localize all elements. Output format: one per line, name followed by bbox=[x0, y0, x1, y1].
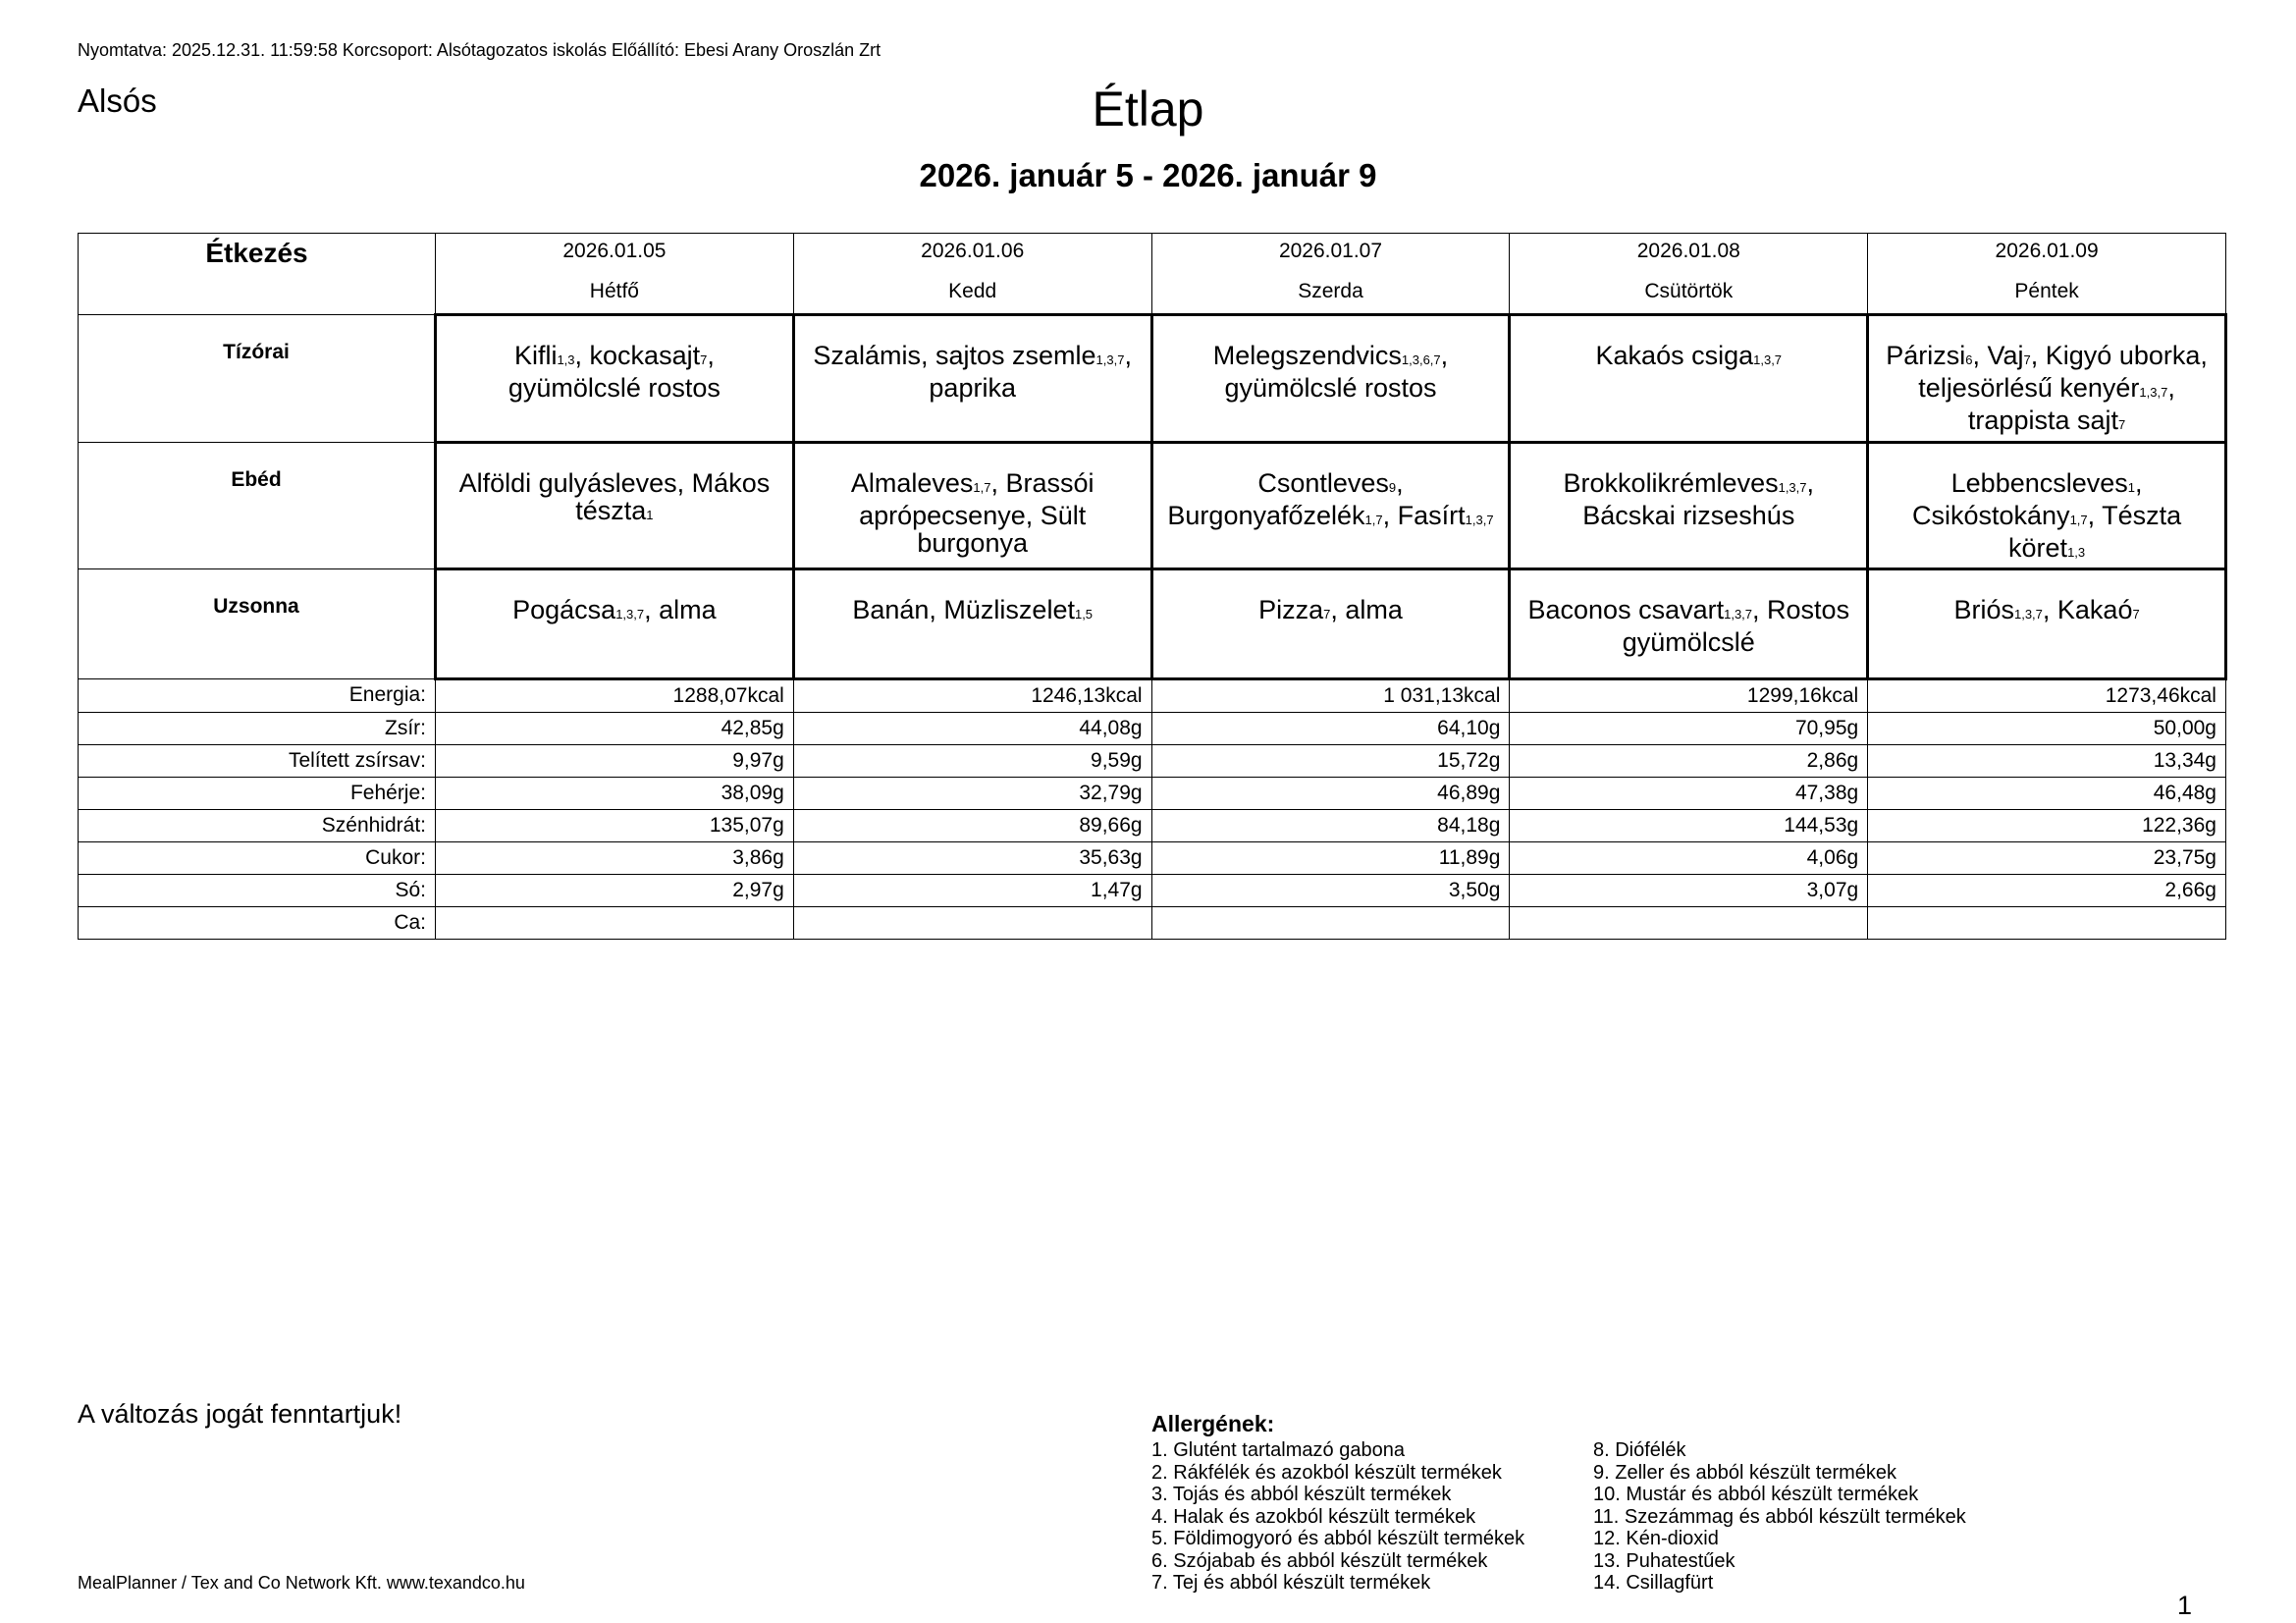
allergen-codes: 1,3,7 bbox=[615, 607, 645, 622]
nutrient-value: 46,48g bbox=[1868, 778, 2226, 810]
nutrient-value: 1273,46kcal bbox=[1868, 679, 2226, 713]
footer-credit: MealPlanner / Tex and Co Network Kft. www.texandco.hu bbox=[78, 1573, 525, 1593]
day-header-friday bbox=[1868, 234, 2226, 315]
nutrient-value bbox=[436, 907, 794, 940]
nutrient-value bbox=[793, 907, 1151, 940]
menu-cell bbox=[1510, 315, 1868, 443]
menu-cell bbox=[1868, 569, 2226, 679]
dish-text: , Bácskai rizseshús bbox=[1582, 468, 1815, 530]
dish-text: , Burgonyafőzelék bbox=[1167, 468, 1404, 530]
nutrient-label: Só: bbox=[79, 875, 436, 907]
allergen-legend bbox=[1151, 1411, 2231, 1595]
meal-label: Tízórai bbox=[79, 315, 436, 443]
dish-text: Kakaós csiga bbox=[1595, 341, 1754, 370]
nutrient-value: 50,00g bbox=[1868, 713, 2226, 745]
day-weekday: Péntek bbox=[2014, 280, 2079, 302]
nutrient-value: 38,09g bbox=[436, 778, 794, 810]
nutrient-value: 1288,07kcal bbox=[436, 679, 794, 713]
allergen-item: 10. Mustár és abból készült termékek bbox=[1593, 1484, 1919, 1505]
nutrient-value: 42,85g bbox=[436, 713, 794, 745]
meal-row-tizorai bbox=[79, 315, 2226, 443]
menu-table bbox=[78, 233, 2227, 940]
nutrition-row-carbohydrate bbox=[79, 810, 2226, 842]
nutrient-value: 3,86g bbox=[436, 842, 794, 875]
day-header-thursday bbox=[1510, 234, 1868, 315]
allergen-item: 13. Puhatestűek bbox=[1593, 1549, 1735, 1572]
nutrient-label: Zsír: bbox=[79, 713, 436, 745]
menu-cell bbox=[1151, 443, 1510, 569]
allergen-codes: 7 bbox=[2132, 607, 2140, 622]
dish-text: , Vaj bbox=[1972, 341, 2024, 370]
nutrient-value: 9,59g bbox=[793, 745, 1151, 778]
dish-text: Kifli bbox=[513, 341, 558, 370]
menu-cell bbox=[1151, 569, 1510, 679]
day-header-tuesday bbox=[793, 234, 1151, 315]
dish-text: , paprika bbox=[929, 341, 1132, 403]
allergen-codes: 1,5 bbox=[1074, 607, 1094, 622]
dish-text: Pizza bbox=[1258, 595, 1324, 624]
allergen-codes: 7 bbox=[2118, 417, 2126, 432]
dish-text: , Fasírt bbox=[1382, 501, 1466, 530]
nutrient-value: 3,50g bbox=[1151, 875, 1510, 907]
allergen-codes: 1,3,7 bbox=[1778, 480, 1807, 495]
dish-text: Alföldi gulyásleves, Mákos tészta bbox=[458, 468, 771, 525]
nutrient-value: 23,75g bbox=[1868, 842, 2226, 875]
nutrition-row-sugar bbox=[79, 842, 2226, 875]
nutrient-value: 2,86g bbox=[1510, 745, 1868, 778]
nutrient-value: 2,97g bbox=[436, 875, 794, 907]
dish-text: Baconos csavart bbox=[1527, 595, 1725, 624]
nutrient-value bbox=[1868, 907, 2226, 940]
nutrient-value: 122,36g bbox=[1868, 810, 2226, 842]
day-header-wednesday bbox=[1151, 234, 1510, 315]
nutrient-value: 89,66g bbox=[793, 810, 1151, 842]
allergen-codes: 7 bbox=[700, 352, 708, 367]
nutrient-value: 44,08g bbox=[793, 713, 1151, 745]
nutrient-label: Cukor: bbox=[79, 842, 436, 875]
menu-cell bbox=[793, 569, 1151, 679]
dish-text: , alma bbox=[1330, 595, 1403, 624]
nutrient-value: 64,10g bbox=[1151, 713, 1510, 745]
allergen-codes: 1,3,7 bbox=[1095, 352, 1125, 367]
meal-label: Uzsonna bbox=[79, 569, 436, 679]
day-date: 2026.01.06 bbox=[921, 240, 1025, 262]
allergen-item: 14. Csillagfürt bbox=[1593, 1572, 1714, 1594]
print-info-line: Nyomtatva: 2025.12.31. 11:59:58 Korcsoport: Alsótagozatos iskolás Előállító: Ebesi Arany Oroszlán Zrt bbox=[78, 40, 881, 60]
reserve-rights-note: A változás jogát fenntartjuk! bbox=[78, 1399, 402, 1429]
nutrient-value: 11,89g bbox=[1151, 842, 1510, 875]
meal-label: Ebéd bbox=[79, 443, 436, 569]
allergen-item: 6. Szójabab és abból készült termékek bbox=[1151, 1549, 1488, 1572]
menu-cell bbox=[1868, 443, 2226, 569]
dish-text: Briós bbox=[1953, 595, 2014, 624]
allergen-codes: 9 bbox=[1388, 480, 1397, 495]
allergen-codes: 1,3,7 bbox=[2139, 385, 2168, 400]
dish-text: , Rostos gyümölcslé bbox=[1622, 595, 1850, 657]
day-weekday: Csütörtök bbox=[1644, 280, 1734, 302]
dish-text: , gyümölcslé rostos bbox=[507, 341, 721, 403]
dish-text: , gyümölcslé rostos bbox=[1224, 341, 1449, 403]
nutrient-value: 15,72g bbox=[1151, 745, 1510, 778]
dish-text: Lebbencsleves bbox=[1950, 468, 2128, 498]
page-number: 1 bbox=[2177, 1591, 2193, 1620]
dish-text: , alma bbox=[644, 595, 717, 624]
date-range: 2026. január 5 - 2026. január 9 bbox=[919, 157, 1377, 193]
nutrient-value: 1 031,13kcal bbox=[1151, 679, 1510, 713]
day-date: 2026.01.09 bbox=[1995, 240, 2099, 262]
allergen-list-left bbox=[1151, 1439, 1593, 1595]
nutrient-label: Ca: bbox=[79, 907, 436, 940]
allergen-codes: 1 bbox=[646, 508, 654, 522]
nutrition-row-energy bbox=[79, 679, 2226, 713]
nutrient-value: 13,34g bbox=[1868, 745, 2226, 778]
table-header-row bbox=[79, 234, 2226, 315]
allergen-codes: 7 bbox=[2023, 352, 2031, 367]
nutrient-value: 2,66g bbox=[1868, 875, 2226, 907]
dish-text: Brokkolikrémleves bbox=[1563, 468, 1779, 498]
allergen-codes: 1,7 bbox=[973, 480, 991, 495]
dish-text: , trappista sajt bbox=[1967, 373, 2175, 435]
nutrient-label: Szénhidrát: bbox=[79, 810, 436, 842]
age-group-label: Alsós bbox=[78, 82, 157, 119]
dish-text: Banán, Müzliszelet bbox=[852, 595, 1075, 624]
menu-cell bbox=[1151, 315, 1510, 443]
allergen-item: 7. Tej és abból készült termékek bbox=[1151, 1572, 1431, 1594]
day-date: 2026.01.08 bbox=[1636, 240, 1740, 262]
dish-text: Csontleves bbox=[1257, 468, 1389, 498]
allergen-codes: 1,3 bbox=[2067, 545, 2086, 560]
menu-cell bbox=[436, 315, 794, 443]
nutrient-value bbox=[1151, 907, 1510, 940]
nutrition-row-saturated-fat bbox=[79, 745, 2226, 778]
nutrient-value: 70,95g bbox=[1510, 713, 1868, 745]
nutrient-value: 46,89g bbox=[1151, 778, 1510, 810]
allergen-item: 2. Rákfélék és azokból készült termékek bbox=[1151, 1461, 1502, 1484]
dish-text: , Brassói aprópecsenye, Sült burgonya bbox=[859, 468, 1095, 558]
day-weekday: Szerda bbox=[1298, 280, 1363, 302]
menu-cell bbox=[436, 569, 794, 679]
dish-text: Szalámis, sajtos zsemle bbox=[813, 341, 1096, 370]
menu-cell bbox=[1510, 443, 1868, 569]
menu-cell bbox=[436, 443, 794, 569]
allergen-item: 9. Zeller és abból készült termékek bbox=[1593, 1461, 1897, 1484]
menu-cell bbox=[1510, 569, 1868, 679]
nutrient-value: 4,06g bbox=[1510, 842, 1868, 875]
meal-row-ebed bbox=[79, 443, 2226, 569]
dish-text: , kockasajt bbox=[574, 341, 701, 370]
dish-text: Pogácsa bbox=[512, 595, 616, 624]
menu-cell bbox=[793, 443, 1151, 569]
allergen-codes: 1,7 bbox=[2069, 513, 2088, 527]
allergen-list-right bbox=[1593, 1439, 1966, 1595]
allergen-item: 5. Földimogyoró és abból készült termékek bbox=[1151, 1528, 1525, 1549]
nutrient-value: 9,97g bbox=[436, 745, 794, 778]
allergen-legend-title: Allergének: bbox=[1151, 1411, 1275, 1436]
nutrient-value: 35,63g bbox=[793, 842, 1151, 875]
dish-text: , Kigyó uborka, teljesörlésű kenyér bbox=[1918, 341, 2208, 403]
allergen-item: 8. Diófélék bbox=[1593, 1439, 1686, 1461]
allergen-codes: 1,3,6,7 bbox=[1401, 352, 1441, 367]
nutrition-row-fat bbox=[79, 713, 2226, 745]
day-weekday: Kedd bbox=[948, 280, 997, 302]
nutrient-value: 3,07g bbox=[1510, 875, 1868, 907]
allergen-item: 3. Tojás és abból készült termékek bbox=[1151, 1484, 1452, 1505]
allergen-codes: 1,3,7 bbox=[1465, 513, 1494, 527]
nutrient-value: 47,38g bbox=[1510, 778, 1868, 810]
dish-text: , Kakaó bbox=[2042, 595, 2133, 624]
allergen-item: 12. Kén-dioxid bbox=[1593, 1528, 1719, 1549]
day-date: 2026.01.07 bbox=[1278, 240, 1383, 262]
dish-text: , Csikóstokány bbox=[1911, 468, 2143, 530]
dish-text: Almaleves bbox=[850, 468, 974, 498]
page-title: Étlap bbox=[1092, 81, 1204, 136]
meal-row-uzsonna bbox=[79, 569, 2226, 679]
allergen-codes: 1,3,7 bbox=[1753, 352, 1783, 367]
day-header-monday bbox=[436, 234, 794, 315]
allergen-codes: 1,3,7 bbox=[2013, 607, 2043, 622]
nutrient-value: 1246,13kcal bbox=[793, 679, 1151, 713]
meal-column-header: Étkezés bbox=[79, 234, 436, 315]
nutrition-row-salt bbox=[79, 875, 2226, 907]
nutrition-row-protein bbox=[79, 778, 2226, 810]
dish-text: , Tészta köret bbox=[2008, 501, 2182, 563]
day-date: 2026.01.05 bbox=[562, 240, 667, 262]
nutrient-value: 135,07g bbox=[436, 810, 794, 842]
allergen-codes: 1,3,7 bbox=[1724, 607, 1753, 622]
nutrient-value bbox=[1510, 907, 1868, 940]
nutrient-label: Fehérje: bbox=[79, 778, 436, 810]
allergen-item: 11. Szezámmag és abból készült termékek bbox=[1593, 1505, 1966, 1528]
nutrient-value: 1,47g bbox=[793, 875, 1151, 907]
allergen-codes: 7 bbox=[1323, 607, 1331, 622]
allergen-item: 4. Halak és azokból készült termékek bbox=[1151, 1505, 1476, 1528]
menu-cell bbox=[793, 315, 1151, 443]
allergen-codes: 6 bbox=[1965, 352, 1973, 367]
allergen-item: 1. Glutént tartalmazó gabona bbox=[1151, 1439, 1405, 1461]
nutrient-label: Telített zsírsav: bbox=[79, 745, 436, 778]
menu-cell bbox=[1868, 315, 2226, 443]
allergen-codes: 1 bbox=[2127, 480, 2136, 495]
nutrient-value: 1299,16kcal bbox=[1510, 679, 1868, 713]
nutrition-row-calcium bbox=[79, 907, 2226, 940]
allergen-codes: 1,3 bbox=[557, 352, 575, 367]
dish-text: Párizsi bbox=[1886, 341, 1966, 370]
nutrient-value: 32,79g bbox=[793, 778, 1151, 810]
nutrient-value: 144,53g bbox=[1510, 810, 1868, 842]
nutrient-label: Energia: bbox=[79, 679, 436, 713]
nutrient-value: 84,18g bbox=[1151, 810, 1510, 842]
day-weekday: Hétfő bbox=[589, 280, 639, 302]
allergen-codes: 1,7 bbox=[1364, 513, 1383, 527]
dish-text: Melegszendvics bbox=[1212, 341, 1402, 370]
